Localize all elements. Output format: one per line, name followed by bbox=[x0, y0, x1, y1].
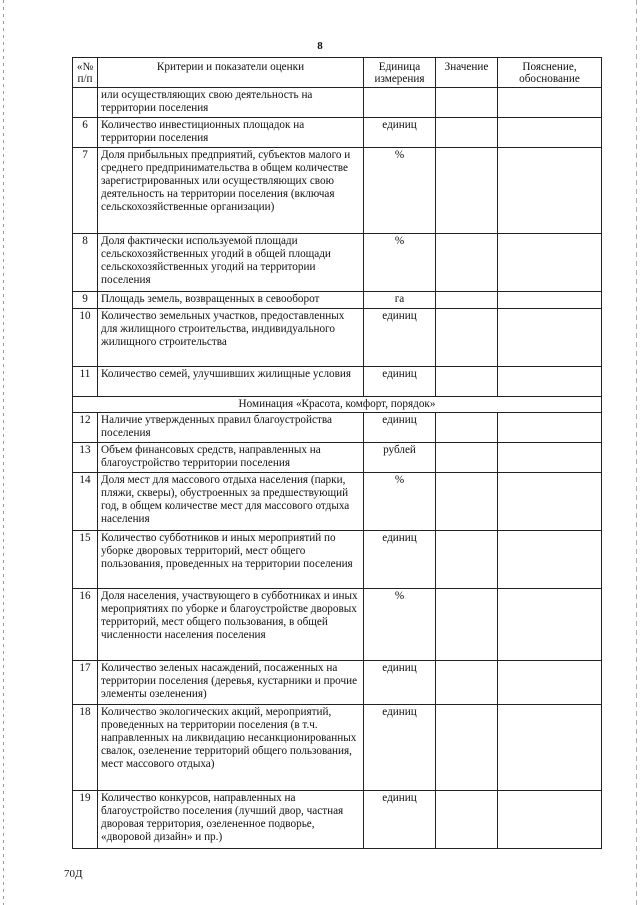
row-note bbox=[498, 309, 602, 367]
row-criteria: Доля прибыльных предприятий, субъектов малого и среднего предпринимательства в общем количестве зарегистрированных или осуществляющих свою деятельность на территории поселения (включая сельскохозяйственные организации) bbox=[98, 148, 364, 234]
row-num: 6 bbox=[73, 118, 98, 148]
row-note bbox=[498, 234, 602, 292]
table-row bbox=[73, 589, 602, 661]
table-row bbox=[73, 413, 602, 443]
row-num: 10 bbox=[73, 309, 98, 367]
row-criteria: Наличие утвержденных правил благоустройства поселения bbox=[98, 413, 364, 443]
row-num: 18 bbox=[73, 705, 98, 791]
row-num: 15 bbox=[73, 531, 98, 589]
row-num bbox=[73, 88, 98, 118]
row-num: 12 bbox=[73, 413, 98, 443]
page-number: 8 bbox=[317, 40, 323, 52]
row-note bbox=[498, 473, 602, 531]
table-row bbox=[73, 309, 602, 367]
row-num: 7 bbox=[73, 148, 98, 234]
row-unit: га bbox=[364, 292, 436, 309]
row-num: 9 bbox=[73, 292, 98, 309]
row-value bbox=[436, 309, 498, 367]
row-num: 11 bbox=[73, 367, 98, 397]
row-note bbox=[498, 88, 602, 118]
row-criteria: Количество зеленых насаждений, посаженных на территории поселения (деревья, кустарники и прочие элементы озеленения) bbox=[98, 661, 364, 705]
row-note bbox=[498, 148, 602, 234]
table-row bbox=[73, 791, 602, 849]
row-note bbox=[498, 661, 602, 705]
row-value bbox=[436, 292, 498, 309]
row-note bbox=[498, 443, 602, 473]
row-num: 13 bbox=[73, 443, 98, 473]
criteria-table bbox=[72, 57, 602, 849]
row-unit bbox=[364, 88, 436, 118]
row-value bbox=[436, 589, 498, 661]
table-row bbox=[73, 148, 602, 234]
table-row bbox=[73, 367, 602, 397]
footer-code: 70Д bbox=[64, 868, 83, 880]
row-note bbox=[498, 292, 602, 309]
table-header-row bbox=[73, 58, 602, 88]
row-value bbox=[436, 661, 498, 705]
row-note bbox=[498, 531, 602, 589]
row-note bbox=[498, 367, 602, 397]
row-unit: единиц bbox=[364, 413, 436, 443]
row-value bbox=[436, 413, 498, 443]
row-num: 8 bbox=[73, 234, 98, 292]
table-row bbox=[73, 88, 602, 118]
row-note bbox=[498, 791, 602, 849]
row-unit: единиц bbox=[364, 309, 436, 367]
table-row bbox=[73, 443, 602, 473]
row-unit: % bbox=[364, 234, 436, 292]
table-row bbox=[73, 705, 602, 791]
row-criteria: Доля населения, участвующего в субботниках и иных мероприятиях по уборке и благоустройстве дворовых территорий, мест общего пользования, в общей численности населения поселения bbox=[98, 589, 364, 661]
row-note bbox=[498, 589, 602, 661]
row-value bbox=[436, 367, 498, 397]
row-note bbox=[498, 118, 602, 148]
table-row bbox=[73, 473, 602, 531]
table-row bbox=[73, 234, 602, 292]
header-criteria: Критерии и показатели оценки bbox=[98, 58, 364, 88]
row-num: 16 bbox=[73, 589, 98, 661]
row-unit: % bbox=[364, 148, 436, 234]
row-num: 14 bbox=[73, 473, 98, 531]
scan-edge-right bbox=[636, 0, 637, 905]
header-num: «№ п/п bbox=[73, 58, 98, 88]
section-title: Номинация «Красота, комфорт, порядок» bbox=[73, 397, 602, 413]
table-row bbox=[73, 292, 602, 309]
row-criteria: Количество экологических акций, мероприятий, проведенных на территории поселения (в т.ч. направленных на ликвидацию несанкционированных свалок, озеленение территорий общего пользования, мест массового отдыха) bbox=[98, 705, 364, 791]
row-criteria: Доля мест для массового отдыха населения (парки, пляжи, скверы), обустроенных за предшествующий год, в общем количестве мест для массового отдыха населения bbox=[98, 473, 364, 531]
row-unit: единиц bbox=[364, 367, 436, 397]
row-criteria: Количество субботников и иных мероприятий по уборке дворовых территорий, мест общего пользования, проведенных на территории поселения bbox=[98, 531, 364, 589]
row-criteria: или осуществляющих свою деятельность на территории поселения bbox=[98, 88, 364, 118]
header-unit: Единица измерения bbox=[364, 58, 436, 88]
row-value bbox=[436, 705, 498, 791]
table-row bbox=[73, 118, 602, 148]
row-value bbox=[436, 531, 498, 589]
row-value bbox=[436, 473, 498, 531]
row-unit: единиц bbox=[364, 791, 436, 849]
row-unit: единиц bbox=[364, 705, 436, 791]
row-value bbox=[436, 791, 498, 849]
row-criteria: Количество конкурсов, направленных на благоустройство поселения (лучший двор, частная дворовая территория, озелененное подворье, «дворовой дизайн» и пр.) bbox=[98, 791, 364, 849]
row-note bbox=[498, 705, 602, 791]
row-criteria: Количество земельных участков, предоставленных для жилищного строительства, индивидуального жилищного строительства bbox=[98, 309, 364, 367]
header-value: Значение bbox=[436, 58, 498, 88]
row-note bbox=[498, 413, 602, 443]
row-value bbox=[436, 234, 498, 292]
row-value bbox=[436, 118, 498, 148]
header-note: Пояснение, обоснование bbox=[498, 58, 602, 88]
table-row bbox=[73, 661, 602, 705]
row-num: 19 bbox=[73, 791, 98, 849]
table-row bbox=[73, 531, 602, 589]
row-unit: единиц bbox=[364, 661, 436, 705]
row-unit: % bbox=[364, 589, 436, 661]
row-value bbox=[436, 88, 498, 118]
row-unit: % bbox=[364, 473, 436, 531]
scan-edge-left bbox=[3, 0, 4, 905]
row-num: 17 bbox=[73, 661, 98, 705]
row-unit: рублей bbox=[364, 443, 436, 473]
row-unit: единиц bbox=[364, 118, 436, 148]
row-criteria: Количество инвестиционных площадок на территории поселения bbox=[98, 118, 364, 148]
section-row bbox=[73, 397, 602, 413]
row-criteria: Площадь земель, возвращенных в севооборот bbox=[98, 292, 364, 309]
row-value bbox=[436, 148, 498, 234]
row-criteria: Количество семей, улучшивших жилищные условия bbox=[98, 367, 364, 397]
row-criteria: Доля фактически используемой площади сельскохозяйственных угодий в общей площади сельскохозяйственных угодий на территории поселения bbox=[98, 234, 364, 292]
row-unit: единиц bbox=[364, 531, 436, 589]
row-value bbox=[436, 443, 498, 473]
row-criteria: Объем финансовых средств, направленных на благоустройство территории поселения bbox=[98, 443, 364, 473]
